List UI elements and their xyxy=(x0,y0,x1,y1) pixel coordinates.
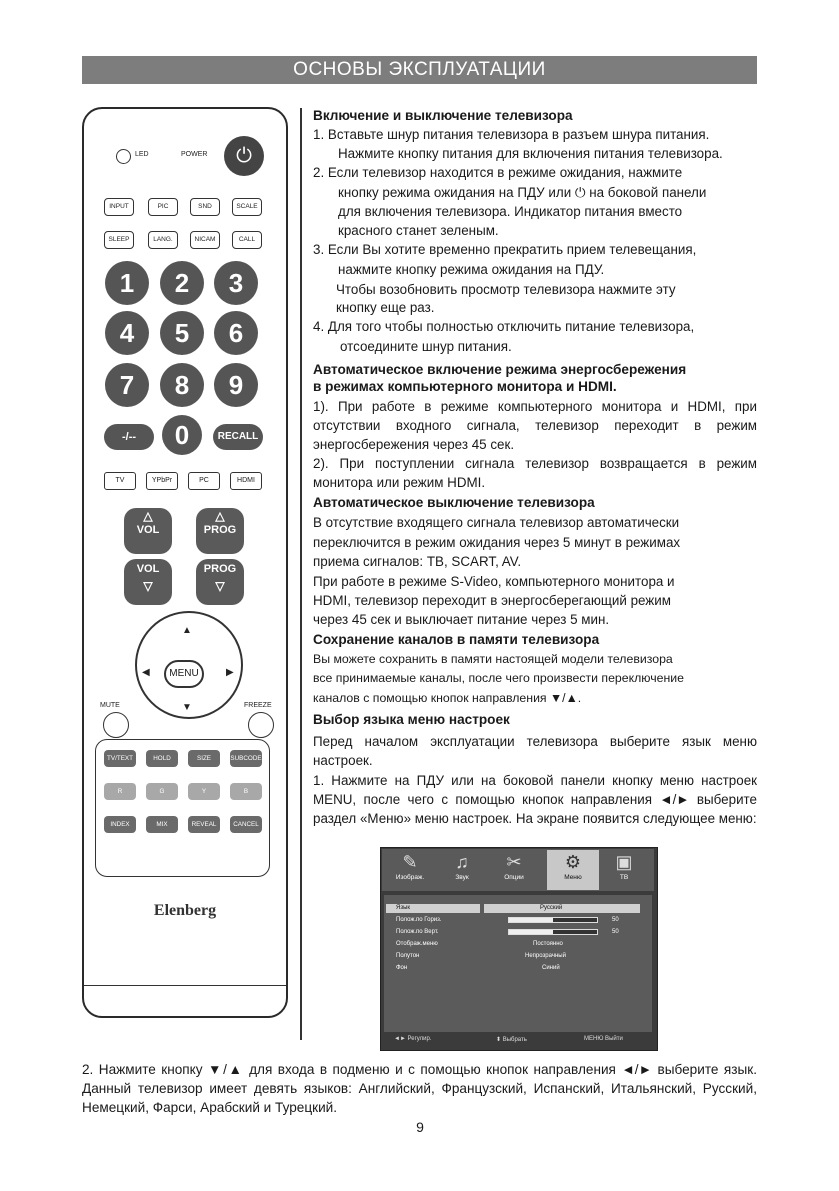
remote-digit: 2 xyxy=(160,261,204,305)
brand-logo: Elenberg xyxy=(153,902,217,919)
tv-row-name: Отображ.меню xyxy=(396,941,438,947)
tv-tab-label: Изображ. xyxy=(395,874,425,881)
ttx-color-button: R xyxy=(104,783,136,800)
tv-tab-label: ТВ xyxy=(619,874,629,881)
tools-icon: ✂ xyxy=(506,852,522,872)
remote-source-hdmi: HDMI xyxy=(230,472,262,490)
paragraph: 1). При работе в режиме компьютерного монитора и HDMI, при отсутствии входного сигнала, телевизор переходит в режим энергосбережения через 45 сек. xyxy=(313,399,757,452)
footer-select: ⬍ Выбрать xyxy=(496,1037,527,1043)
paragraph-line: приема сигналов: ТВ, SCART, AV. xyxy=(313,554,522,569)
remote-source-tv: TV xyxy=(104,472,136,490)
paragraph: 2). При поступлении сигнала телевизор возвращается в режим монитора или режим HDMI. xyxy=(313,456,757,490)
led-label: LED xyxy=(135,151,149,158)
instruction-line: Чтобы возобновить просмотр телевизора нажмите эту xyxy=(336,282,676,297)
ttx-button: MIX xyxy=(146,816,178,833)
paragraph-line: В отсутствие входящего сигнала телевизор автоматически xyxy=(313,515,680,530)
remote-button-dash: -/-- xyxy=(104,424,154,450)
tv-row-name: Фон xyxy=(396,965,408,971)
remote-digit: 3 xyxy=(214,261,258,305)
instruction-line: 3. Если Вы хотите временно прекратить прием телевещания, xyxy=(313,242,697,257)
footer-adjust: ◄► Регулир. xyxy=(394,1036,432,1042)
tv-row-value: Постоянно xyxy=(533,941,563,947)
paragraph-line: все принимаемые каналы, после чего произвести переключение xyxy=(313,671,684,685)
remote-digit: 5 xyxy=(160,311,204,355)
freeze-button xyxy=(248,712,274,738)
remote-digit: 1 xyxy=(105,261,149,305)
remote-source-ypbpr: YPbPr xyxy=(146,472,178,490)
remote-digit: 7 xyxy=(105,363,149,407)
remote-button-lang: LANG. xyxy=(148,231,178,249)
prog-up-button xyxy=(196,508,244,554)
vol-up-label: VOL xyxy=(136,524,160,536)
ttx-color-button: Y xyxy=(188,783,220,800)
power-button-icon: ⏻ xyxy=(224,136,264,176)
power-label: POWER xyxy=(181,151,208,158)
prog-down-button xyxy=(196,559,244,605)
tv-row-name: Язык xyxy=(396,905,411,911)
gear-icon: ⚙ xyxy=(564,852,582,872)
paragraph-line: При работе в режиме S-Video, компьютерного монитора и xyxy=(313,574,675,589)
tv-menu-footer xyxy=(384,1034,652,1046)
prog-up-label: PROG xyxy=(203,524,237,536)
ttx-color-button: G xyxy=(146,783,178,800)
tv-row-value: 50 xyxy=(612,929,619,935)
tv-icon: ▣ xyxy=(615,852,633,872)
bottom-paragraph: 2. Нажмите кнопку ▼/▲ для входа в подменю и с помощью кнопок направления ◄/► выберите язык. Данный телевизор имеет девять языков: Английский, Французский, Испанский, Итальянский, Русский, Немецкий, Фарси, Арабский и Турецкий. xyxy=(82,1062,757,1115)
sound-icon: ♫ xyxy=(455,852,469,872)
remote-digit: 9 xyxy=(214,363,258,407)
tv-row-value: Непрозрачный xyxy=(525,953,566,959)
arrow-up-icon: ▲ xyxy=(182,625,192,636)
picture-icon: ✎ xyxy=(402,852,418,872)
tv-row-value: 50 xyxy=(612,917,619,923)
instruction-line: отсоедините шнур питания. xyxy=(340,339,512,354)
remote-button-scale: SCALE xyxy=(232,198,262,216)
tv-tab-options xyxy=(488,850,540,890)
tv-row-name: Полутон xyxy=(396,953,420,959)
remote-digit: 8 xyxy=(160,363,204,407)
section-title: Автоматическое выключение телевизора xyxy=(313,495,595,510)
instruction-line: Нажмите кнопку питания для включения питания телевизора. xyxy=(338,146,723,161)
tv-tab-sound xyxy=(436,850,488,890)
remote-divider xyxy=(84,985,286,986)
tv-tab-label: Опции xyxy=(504,874,524,881)
ttx-button: TV/TEXT xyxy=(104,750,136,767)
ttx-button: SUBCODE xyxy=(230,750,262,767)
tv-slider-fill xyxy=(509,930,553,934)
instruction-line: кнопку режима ожидания на ПДУ или ⏻ на боковой панели xyxy=(338,185,707,200)
footer-exit: МЕНЮ Выйти xyxy=(584,1036,623,1042)
ttx-color-button: B xyxy=(230,783,262,800)
tv-tab-label: Меню xyxy=(564,874,582,881)
ttx-button: CANCEL xyxy=(230,816,262,833)
remote-button-snd: SND xyxy=(190,198,220,216)
mute-label: MUTE xyxy=(100,702,120,709)
tv-row-value: Русский xyxy=(540,905,563,911)
ttx-button: SIZE xyxy=(188,750,220,767)
instruction-line: 4. Для того чтобы полностью отключить питание телевизора, xyxy=(313,319,695,334)
remote-button-call: CALL xyxy=(232,231,262,249)
section-title: Автоматическое включение режима энергосбережения xyxy=(313,362,687,377)
section-title: Выбор языка меню настроек xyxy=(313,712,510,727)
tv-tab-menu xyxy=(547,850,599,890)
vol-down-button xyxy=(124,559,172,605)
paragraph: Перед началом эксплуатации телевизора выберите язык меню настроек. xyxy=(313,734,757,768)
vol-down-label: VOL xyxy=(136,563,160,575)
paragraph-line: каналов с помощью кнопок направления ▼/▲. xyxy=(313,691,582,705)
paragraph-line: переключится в режим ожидания через 5 минут в режимах xyxy=(313,535,681,550)
remote-source-pc: PC xyxy=(188,472,220,490)
remote-digit: 6 xyxy=(214,311,258,355)
section-title: Включение и выключение телевизора xyxy=(313,108,573,123)
tv-slider xyxy=(508,929,598,935)
remote-button-sleep: SLEEP xyxy=(104,231,134,249)
tv-slider xyxy=(508,917,598,923)
tv-row-name: Полож.по Верт. xyxy=(396,929,439,935)
ttx-button: HOLD xyxy=(146,750,178,767)
tv-tab-picture xyxy=(384,850,436,890)
triangle-down-icon: ▽ xyxy=(143,579,153,593)
paragraph-line: Вы можете сохранить в памяти настоящей модели телевизора xyxy=(313,652,673,666)
tv-tab-tv xyxy=(598,850,650,890)
instruction-line: кнопку еще раз. xyxy=(336,300,435,315)
remote-button-nicam: NICAM xyxy=(190,231,220,249)
prog-down-label: PROG xyxy=(203,563,237,575)
remote-button-recall: RECALL xyxy=(213,424,263,450)
tv-slider-fill xyxy=(509,918,553,922)
triangle-down-icon: ▽ xyxy=(215,579,225,593)
tv-menu-body xyxy=(384,895,652,1032)
section-header: ОСНОВЫ ЭКСПЛУАТАЦИИ xyxy=(82,56,757,84)
paragraph: 1. Нажмите на ПДУ или на боковой панели кнопку меню настроек MENU, после чего с помощью кнопок направления ◄/► выберите раздел «Меню» меню настроек. На экране появится следующее меню: xyxy=(313,773,757,826)
instruction-line: 1. Вставьте шнур питания телевизора в разъем шнура питания. xyxy=(313,127,710,142)
vol-up-button xyxy=(124,508,172,554)
instruction-line: нажмите кнопку режима ожидания на ПДУ. xyxy=(338,262,605,277)
remote-digit: 4 xyxy=(105,311,149,355)
triangle-up-icon: △ xyxy=(215,509,225,523)
arrow-left-icon: ◀ xyxy=(142,667,150,678)
freeze-label: FREEZE xyxy=(244,702,272,709)
triangle-up-icon: △ xyxy=(143,509,153,523)
section-title: в режимах компьютерного монитора и HDMI. xyxy=(313,379,617,394)
arrow-right-icon: ▶ xyxy=(226,667,234,678)
remote-menu-button: MENU xyxy=(164,660,204,688)
tv-row-value: Синий xyxy=(542,965,560,971)
ttx-button: REVEAL xyxy=(188,816,220,833)
tv-tab-label: Звук xyxy=(455,874,469,881)
tv-row-name: Полож.по Гориз. xyxy=(396,917,442,923)
instruction-line: красного станет зеленым. xyxy=(338,223,499,238)
paragraph-line: через 45 сек и выключает питание через 5 мин. xyxy=(313,612,610,627)
remote-button-input: INPUT xyxy=(104,198,134,216)
mute-button xyxy=(103,712,129,738)
column-divider xyxy=(300,108,302,1040)
instruction-line: 2. Если телевизор находится в режиме ожидания, нажмите xyxy=(313,165,683,180)
remote-button-pic: PIC xyxy=(148,198,178,216)
arrow-down-icon: ▼ xyxy=(182,702,192,713)
section-title: Сохранение каналов в памяти телевизора xyxy=(313,632,600,647)
paragraph-line: HDMI, телевизор переходит в энергосберегающий режим xyxy=(313,593,671,608)
remote-digit-zero: 0 xyxy=(162,415,202,455)
ttx-button: INDEX xyxy=(104,816,136,833)
page-number: 9 xyxy=(416,1119,424,1135)
led-indicator-icon xyxy=(116,149,131,164)
instruction-line: для включения телевизора. Индикатор питания вместо xyxy=(338,204,683,219)
